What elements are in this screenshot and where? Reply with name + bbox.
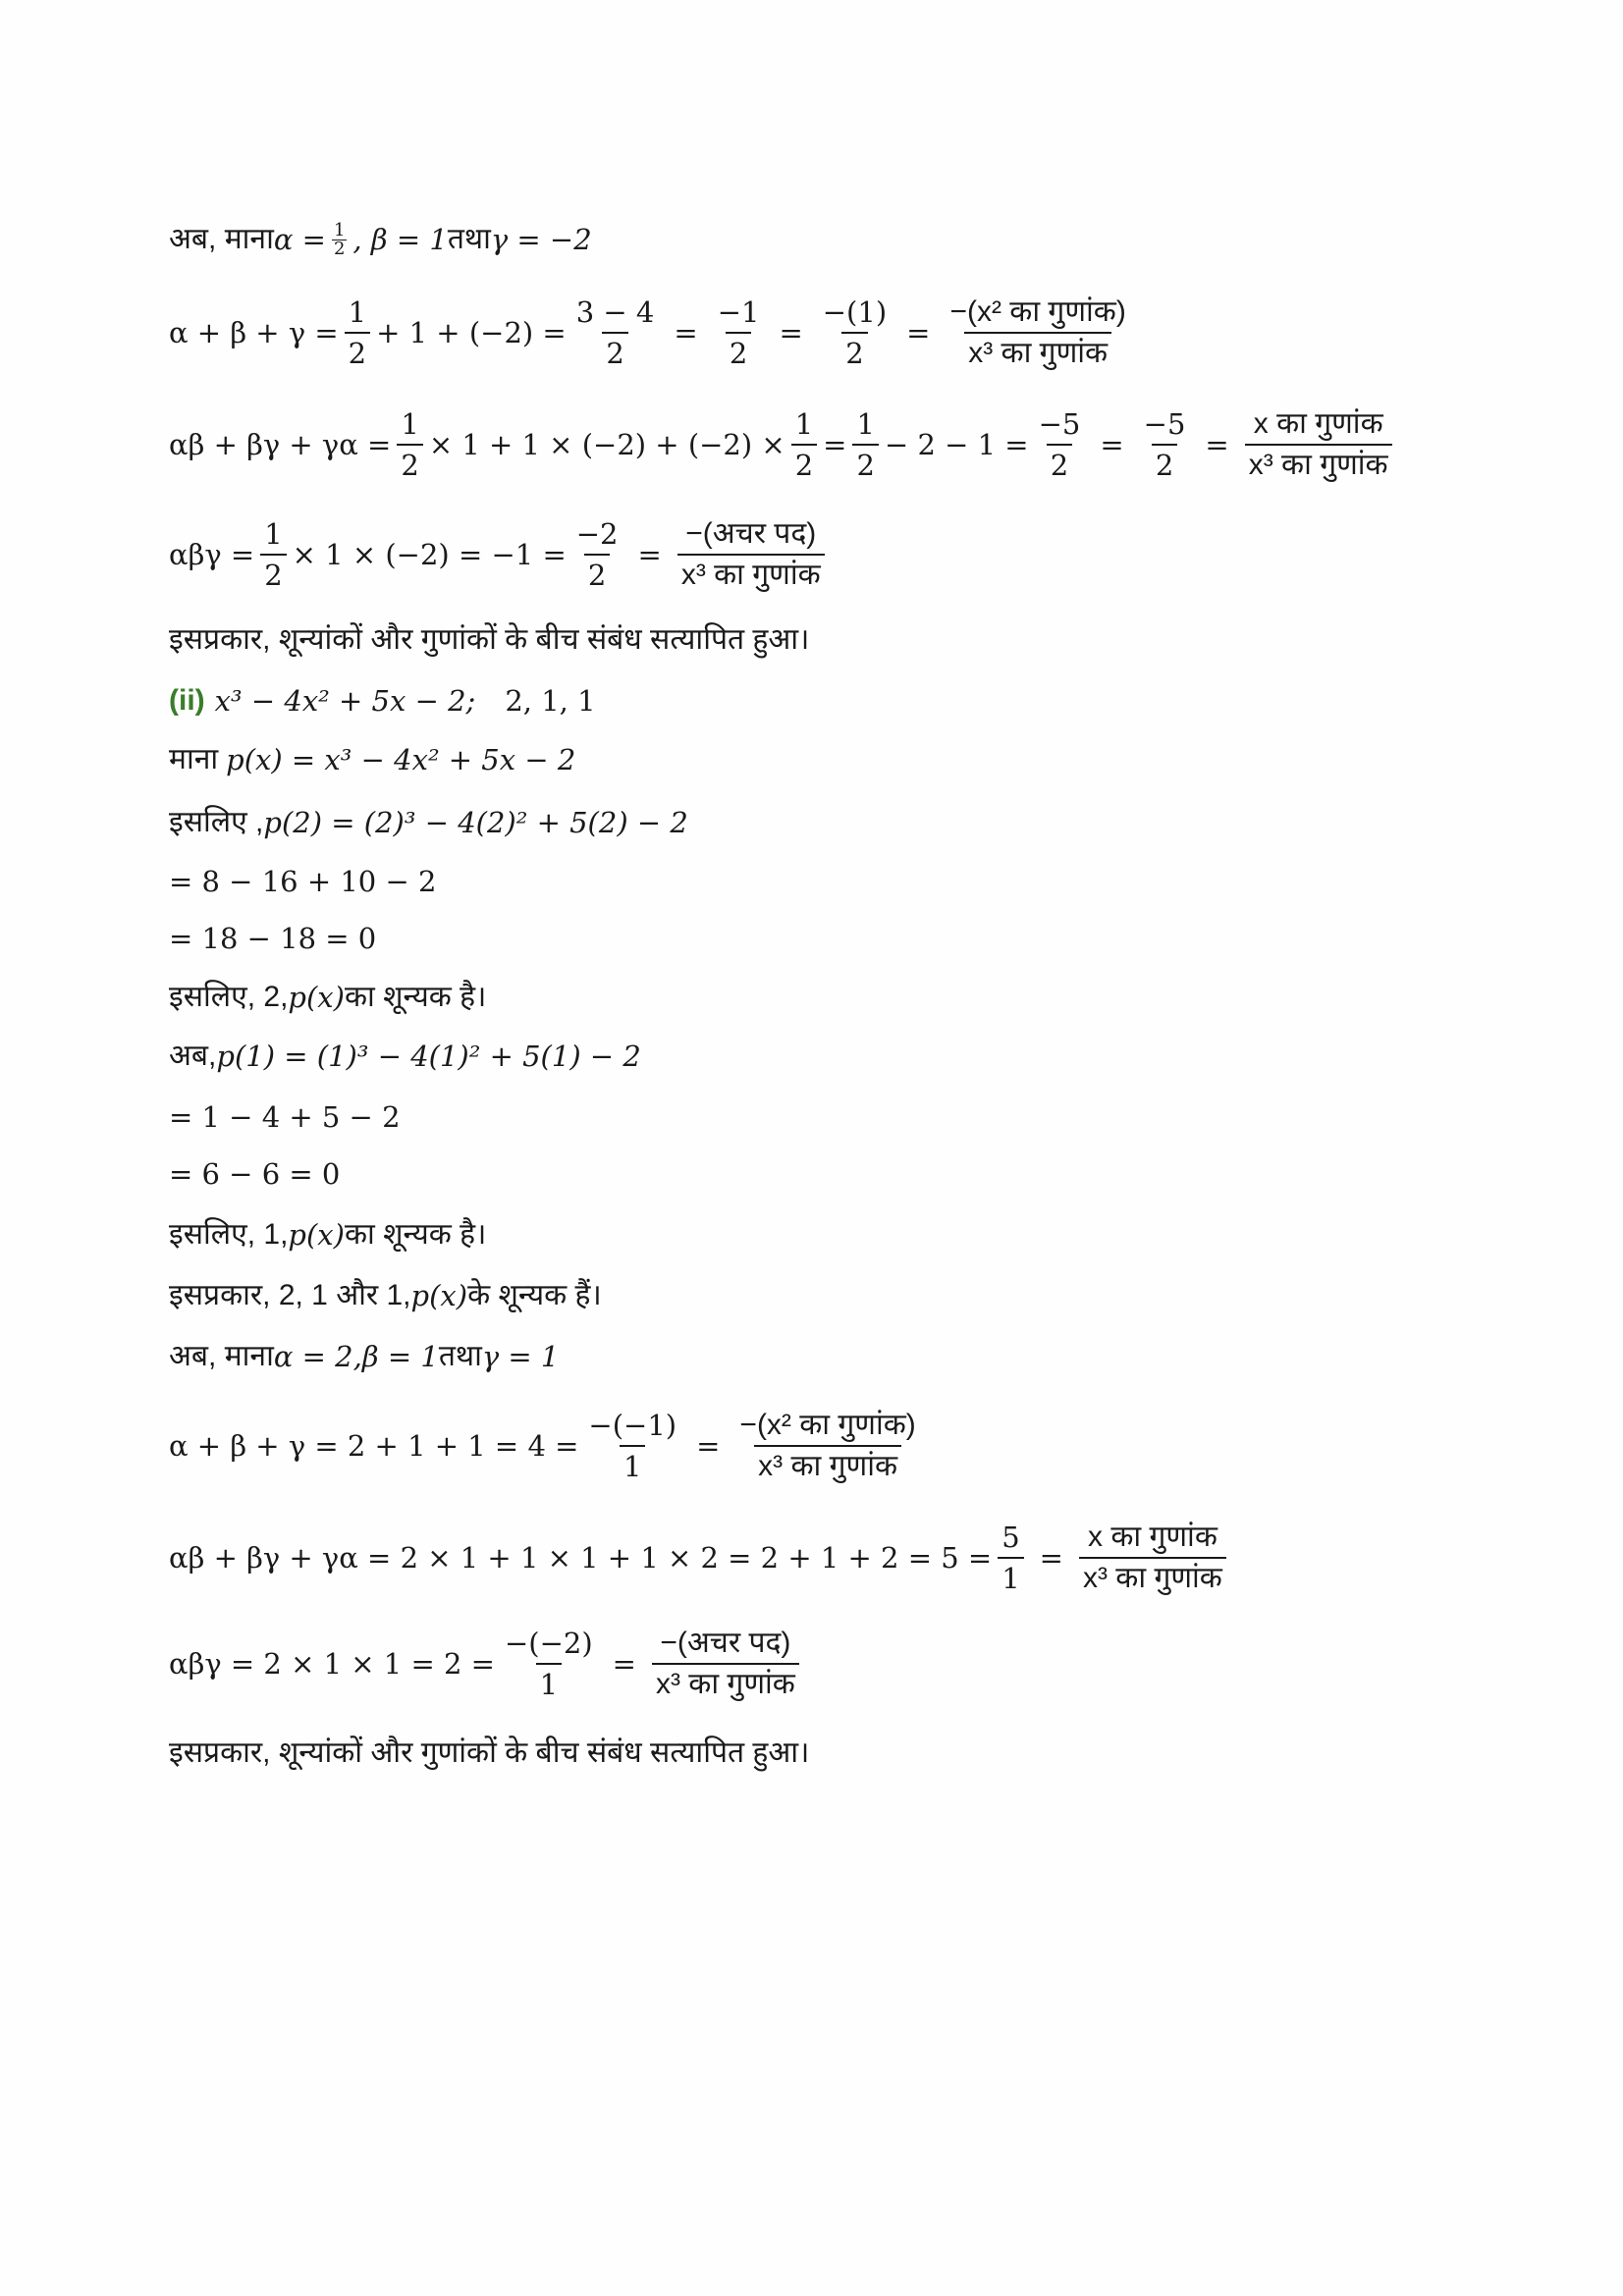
numerator: 1 [401,407,419,441]
numerator: −2 [575,517,619,551]
let-polynomial-line [169,740,575,779]
fraction [714,294,764,371]
math-expr: p(x) = x³ − 4x² + 5x − 2 [226,743,576,776]
numerator: −(x² का गुणांक) [739,1409,916,1441]
numerator: −5 [1038,407,1081,441]
text-suffix: का शून्यक है। [344,981,487,1013]
conjunction: तथा [438,1340,482,1372]
equals-sign: = [906,316,931,349]
equals-sign: = [779,316,803,349]
fraction [332,219,347,259]
numerator: −(1) [822,295,888,329]
numerator: −5 [1143,407,1186,441]
equals-sign: = [1205,428,1229,461]
beta-assign: , β = 1 [352,223,448,256]
zeros-conclusion [169,1276,602,1315]
beta-assign: β = 1 [361,1340,439,1373]
product-of-zeros-line-ii [169,1626,805,1702]
sum-of-products-line-i [169,406,1398,483]
denominator: x³ का गुणांक [677,554,825,593]
fraction [572,516,622,593]
denominator: 2 [584,554,610,593]
numerator: 3 − 4 [575,295,655,329]
conclusion-ii: इसप्रकार, शून्यांकों और गुणांकों के बीच संबंध सत्यापित हुआ। [169,1736,810,1769]
p2-conclusion [169,978,486,1017]
equation-mid: + 1 + (−2) = [376,316,567,349]
denominator: x³ का गुणांक [1079,1557,1226,1596]
text-prefix: अब, माना [169,1340,274,1372]
conjunction: तथा [447,223,491,255]
product-of-zeros-line-i [169,516,831,593]
numerator: −(−2) [504,1627,593,1660]
text-prefix: इसप्रकार, 2, 1 और 1, [169,1279,411,1311]
coefficient-ratio [735,1408,919,1484]
math-expr: p(x) [410,1279,468,1312]
coefficient-ratio [946,294,1129,371]
equals-sign: = [1100,428,1124,461]
numerator: x का गुणांक [1253,407,1383,440]
equals-sign: = [823,428,847,461]
numerator: −1 [717,295,760,329]
numerator: x का गुणांक [1087,1521,1217,1553]
denominator: 2 [1047,444,1072,483]
text-prefix: माना [169,743,219,775]
math-expr: p(2) = (2)³ − 4(2)² + 5(2) − 2 [263,806,688,839]
text-prefix: अब, माना [169,223,274,255]
fraction [791,406,817,483]
text-suffix: का शून्यक है। [344,1218,487,1251]
p1-step-2: = 6 − 6 = 0 [169,1157,341,1191]
fraction [260,516,286,593]
polynomial: x³ − 4x² + 5x − 2; [214,684,476,718]
equation-mid: − 2 − 1 = [884,428,1029,461]
equation-lhs: α + β + γ = 2 + 1 + 1 = 4 = [169,1429,579,1463]
denominator: x³ का गुणांक [652,1663,799,1702]
equals-sign: = [612,1647,636,1681]
gamma-assign: γ = 1 [481,1340,560,1373]
denominator: 1 [998,1557,1023,1596]
equation-lhs: αβ + βγ + γα = [169,428,392,461]
numerator: −(अचर पद) [685,517,817,550]
equation-mid: × 1 × (−2) = −1 = [292,538,567,571]
equals-sign: = [696,1429,721,1463]
gamma-assign: γ = −2 [490,223,592,256]
text-prefix: इसलिए , [169,806,264,838]
denominator: x³ का गुणांक [964,332,1111,371]
equation-mid: × 1 + 1 × (−2) + (−2) × [428,428,785,461]
fraction [572,294,659,371]
numerator: 5 [1001,1521,1020,1554]
coefficient-ratio [1245,406,1392,483]
fraction [852,406,878,483]
math-expr: p(x) [288,1218,345,1252]
text-prefix: इसलिए, 2, [169,981,289,1013]
numerator: 1 [348,295,367,329]
equation-lhs: α + β + γ = [169,316,339,349]
denominator: x³ का गुणांक [754,1445,901,1484]
denominator: 1 [536,1663,562,1702]
fraction [998,1520,1023,1596]
coefficient-ratio [677,516,825,593]
part-label: (ii) [169,684,205,717]
p1-step-1: = 1 − 4 + 5 − 2 [169,1100,401,1134]
equals-sign: = [1039,1541,1063,1575]
numerator: 1 [794,407,814,441]
sum-of-zeros-line-i [169,294,1136,371]
numerator: −(x² का गुणांक) [949,295,1126,328]
numerator: 1 [333,219,346,240]
fraction [397,406,422,483]
alpha-assign: α = [273,223,326,256]
sum-of-products-line-ii [169,1520,1232,1596]
conclusion-i: इसप्रकार, शून्यांकों और गुणांकों के बीच संबंध सत्यापित हुआ। [169,623,810,656]
fraction [584,1408,680,1484]
denominator: 2 [791,444,817,483]
numerator: −(−1) [588,1409,677,1442]
p2-step-1: = 8 − 16 + 10 − 2 [169,865,437,898]
denominator: 2 [397,444,422,483]
fraction [501,1626,597,1702]
denominator: 2 [333,238,346,259]
coefficient-ratio [1079,1520,1226,1596]
equation-lhs: αβγ = 2 × 1 × 1 = 2 = [169,1647,495,1681]
denominator: 2 [726,332,751,371]
evaluate-p1-line [169,1037,641,1076]
denominator: 2 [602,332,627,371]
equation-lhs: αβ + βγ + γα = 2 × 1 + 1 × 1 + 1 × 2 = 2 + 1 + 2 = 5 = [169,1541,993,1575]
fraction [345,294,370,371]
denominator: x³ का गुणांक [1245,444,1392,483]
equation-lhs: αβγ = [169,538,255,571]
math-expr: p(1) = (1)³ − 4(1)² + 5(1) − 2 [216,1040,641,1073]
numerator: 1 [264,517,283,551]
text-prefix: इसलिए, 1, [169,1218,289,1251]
fraction [1140,406,1190,483]
denominator: 2 [852,444,878,483]
assume-values-line-ii [169,1337,559,1376]
p1-conclusion [169,1215,486,1255]
text-prefix: अब, [169,1040,217,1072]
numerator: 1 [856,407,875,441]
denominator: 2 [345,332,370,371]
math-expr: p(x) [288,981,345,1014]
denominator: 1 [620,1445,645,1484]
equals-sign: = [637,538,662,571]
fraction [1035,406,1085,483]
denominator: 2 [841,332,867,371]
numerator: −(अचर पद) [660,1627,791,1659]
text-suffix: के शून्यक हैं। [467,1279,602,1311]
fraction [819,294,891,371]
denominator: 2 [1152,444,1177,483]
coefficient-ratio [652,1626,799,1702]
given-zeros: 2, 1, 1 [505,684,596,718]
sum-of-zeros-line-ii [169,1408,926,1484]
denominator: 2 [260,554,286,593]
alpha-assign: α = 2, [273,1340,362,1373]
p2-step-2: = 18 − 18 = 0 [169,922,377,955]
equals-sign: = [674,316,698,349]
evaluate-p2-line [169,803,688,842]
assume-values-line-i [169,220,592,259]
question-ii-header [169,681,596,721]
